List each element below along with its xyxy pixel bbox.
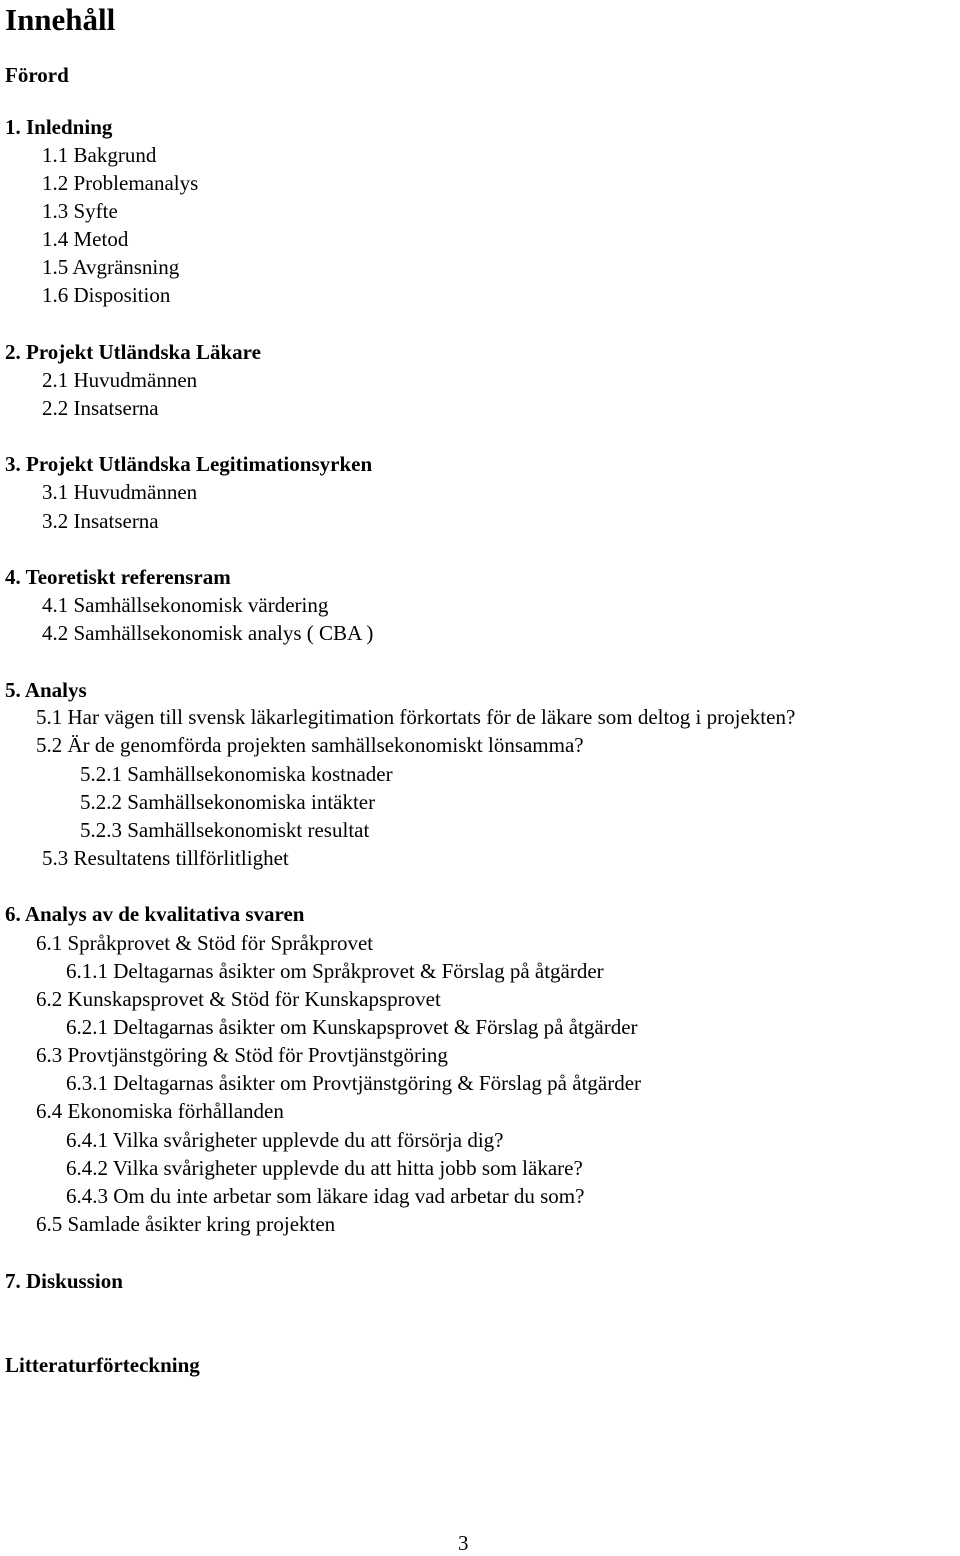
toc-item-6-4-1: 6.4.1 Vilka svårigheter upplevde du att försörja dig?	[66, 1128, 504, 1152]
toc-item-6-3: 6.3 Provtjänstgöring & Stöd för Provtjänstgöring	[36, 1043, 448, 1067]
toc-item-5-1: 5.1 Har vägen till svensk läkarlegitimation förkortats för de läkare som deltog i projekten?	[36, 705, 796, 729]
toc-item-1-3: 1.3 Syfte	[42, 199, 118, 223]
toc-bibliography: Litteraturförteckning	[5, 1353, 200, 1377]
toc-item-6-1-1: 6.1.1 Deltagarnas åsikter om Språkprovet & Förslag på åtgärder	[66, 959, 604, 983]
toc-item-6-4: 6.4 Ekonomiska förhållanden	[36, 1099, 284, 1123]
page-title: Innehåll	[5, 2, 116, 37]
toc-item-3-1: 3.1 Huvudmännen	[42, 480, 198, 504]
toc-section-2: 2. Projekt Utländska Läkare	[5, 340, 261, 364]
toc-item-4-1: 4.1 Samhällsekonomisk värdering	[42, 593, 329, 617]
toc-section-6: 6. Analys av de kvalitativa svaren	[5, 902, 305, 926]
toc-item-1-6: 1.6 Disposition	[42, 283, 171, 307]
toc-item-1-5: 1.5 Avgränsning	[42, 255, 180, 279]
toc-item-2-1: 2.1 Huvudmännen	[42, 368, 198, 392]
page-number: 3	[458, 1531, 469, 1555]
toc-section-3: 3. Projekt Utländska Legitimationsyrken	[5, 452, 373, 476]
toc-foreword: Förord	[5, 63, 69, 87]
toc-item-6-2: 6.2 Kunskapsprovet & Stöd för Kunskapsprovet	[36, 987, 441, 1011]
toc-item-6-2-1: 6.2.1 Deltagarnas åsikter om Kunskapsprovet & Förslag på åtgärder	[66, 1015, 638, 1039]
toc-item-2-2: 2.2 Insatserna	[42, 396, 159, 420]
toc-item-6-3-1: 6.3.1 Deltagarnas åsikter om Provtjänstgöring & Förslag på åtgärder	[66, 1071, 642, 1095]
toc-item-5-2: 5.2 Är de genomförda projekten samhällsekonomiskt lönsamma?	[36, 733, 584, 757]
toc-item-6-4-3: 6.4.3 Om du inte arbetar som läkare idag vad arbetar du som?	[66, 1184, 585, 1208]
toc-section-4: 4. Teoretiskt referensram	[5, 565, 231, 589]
toc-item-6-5: 6.5 Samlade åsikter kring projekten	[36, 1212, 336, 1236]
toc-item-1-2: 1.2 Problemanalys	[42, 171, 199, 195]
toc-item-5-2-3: 5.2.3 Samhällsekonomiskt resultat	[80, 818, 370, 842]
toc-item-1-4: 1.4 Metod	[42, 227, 129, 251]
toc-item-6-1: 6.1 Språkprovet & Stöd för Språkprovet	[36, 931, 374, 955]
toc-section-5: 5. Analys	[5, 678, 87, 702]
toc-item-4-2: 4.2 Samhällsekonomisk analys ( CBA )	[42, 621, 374, 645]
toc-section-7: 7. Diskussion	[5, 1269, 123, 1293]
toc-item-5-3: 5.3 Resultatens tillförlitlighet	[42, 846, 289, 870]
toc-item-6-4-2: 6.4.2 Vilka svårigheter upplevde du att hitta jobb som läkare?	[66, 1156, 583, 1180]
toc-item-5-2-1: 5.2.1 Samhällsekonomiska kostnader	[80, 762, 393, 786]
toc-item-1-1: 1.1 Bakgrund	[42, 143, 157, 167]
toc-section-1: 1. Inledning	[5, 115, 113, 139]
toc-item-3-2: 3.2 Insatserna	[42, 509, 159, 533]
toc-item-5-2-2: 5.2.2 Samhällsekonomiska intäkter	[80, 790, 376, 814]
